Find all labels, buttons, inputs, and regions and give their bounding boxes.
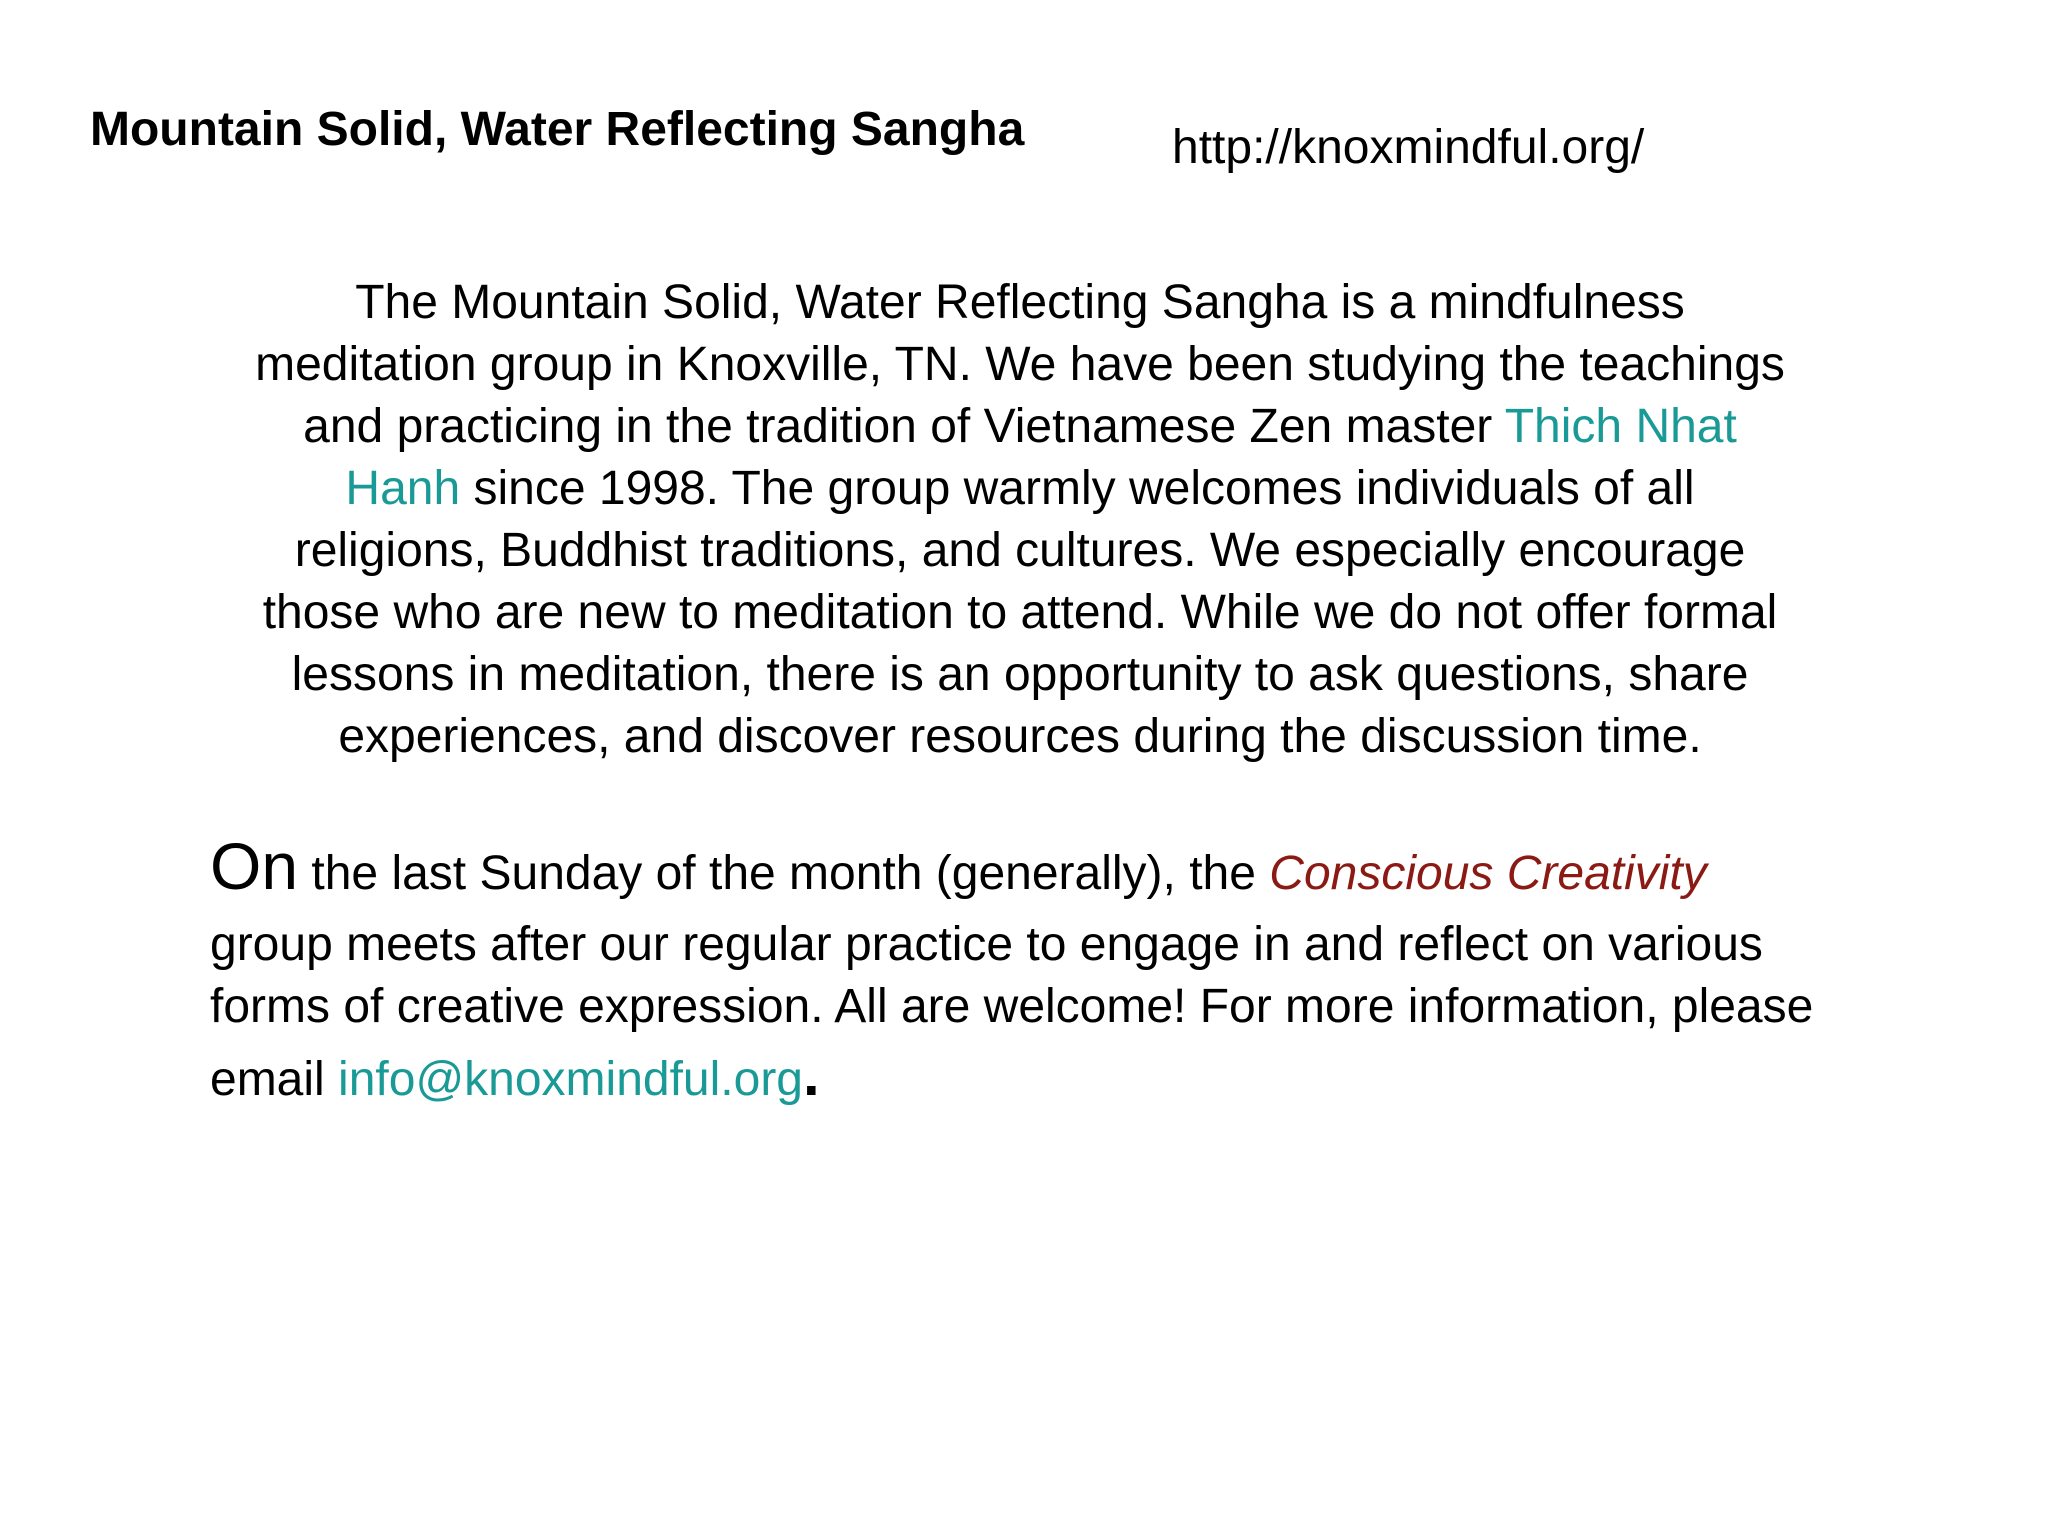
- email-prefix: email: [210, 1053, 339, 1106]
- intro-line-5: religions, Buddhist traditions, and cultures. We especially encourage: [294, 524, 1746, 577]
- intro-line-7: lessons in meditation, there is an opportunity to ask questions, share: [291, 648, 1749, 701]
- conscious-creativity-label: Conscious Creativity: [1269, 847, 1707, 900]
- intro-line-6: those who are new to meditation to attend. While we do not offer formal: [262, 586, 1778, 639]
- intro-line-8: experiences, and discover resources during the discussion time.: [338, 710, 1702, 763]
- intro-line-3-text: and practicing in the tradition of Vietnamese Zen master: [303, 400, 1505, 453]
- email-link[interactable]: info@knoxmindful.org: [338, 1053, 803, 1106]
- drop-word: On: [210, 829, 299, 903]
- intro-line-2: meditation group in Knoxville, TN. We have been studying the teachings: [255, 338, 1785, 391]
- intro-paragraph: [180, 272, 1860, 768]
- site-url: http://knoxmindful.org/: [1172, 121, 1645, 174]
- intro-line-1: The Mountain Solid, Water Reflecting Sangha is a mindfulness: [355, 276, 1685, 329]
- intro-line-4-text: since 1998. The group warmly welcomes individuals of all: [460, 462, 1695, 515]
- creativity-line-2: group meets after our regular practice to engage in and reflect on various: [210, 918, 1763, 971]
- creativity-line-1: [210, 826, 1970, 914]
- page-title: Mountain Solid, Water Reflecting Sangha: [90, 103, 1025, 156]
- intro-line-4: [180, 458, 1860, 520]
- creativity-line-4: [210, 1041, 1970, 1111]
- creativity-line-1-text: the last Sunday of the month (generally), the: [298, 847, 1270, 900]
- end-period: .: [803, 1041, 820, 1108]
- intro-line-3: [180, 396, 1860, 458]
- hanh-link[interactable]: Hanh: [345, 462, 461, 515]
- creativity-paragraph: [210, 826, 1970, 1111]
- creativity-line-3: forms of creative expression. All are welcome! For more information, please: [210, 980, 1814, 1033]
- thich-nhat-link[interactable]: Thich Nhat: [1504, 400, 1737, 453]
